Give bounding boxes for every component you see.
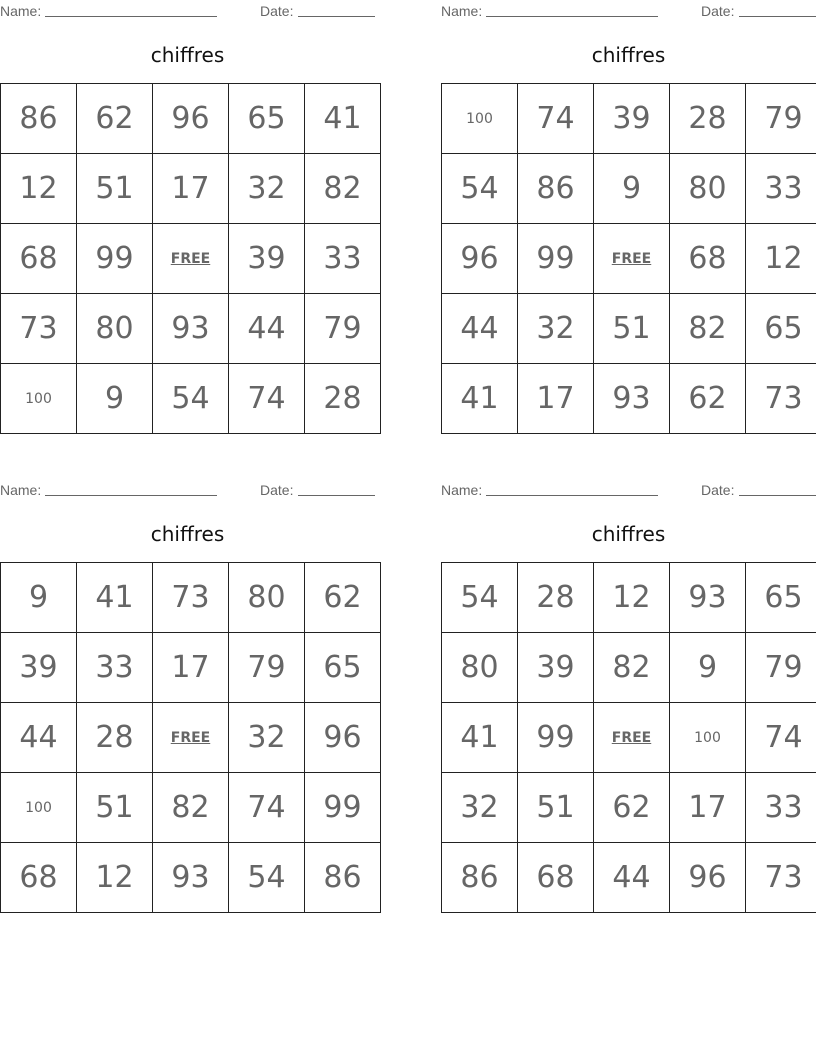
bingo-card bbox=[441, 0, 816, 434]
number-cell: 73 bbox=[746, 843, 816, 913]
number-cell: 41 bbox=[77, 563, 153, 633]
number-cell: 100 bbox=[442, 84, 518, 154]
number-cell: 79 bbox=[746, 84, 816, 154]
bingo-grid bbox=[441, 562, 816, 913]
card-header bbox=[441, 0, 816, 22]
name-label: Name: bbox=[441, 482, 483, 498]
number-cell: 28 bbox=[670, 84, 746, 154]
grid-row bbox=[1, 364, 381, 434]
bingo-grid bbox=[0, 562, 381, 913]
grid-row bbox=[442, 84, 816, 154]
number-cell: 12 bbox=[77, 843, 153, 913]
number-cell: 82 bbox=[153, 773, 229, 843]
grid-row bbox=[442, 294, 816, 364]
number-cell: 68 bbox=[1, 843, 77, 913]
number-cell: 17 bbox=[670, 773, 746, 843]
grid-row bbox=[1, 563, 381, 633]
number-cell: 74 bbox=[518, 84, 594, 154]
grid-row bbox=[442, 224, 816, 294]
grid-row bbox=[1, 294, 381, 364]
grid-row bbox=[1, 773, 381, 843]
number-cell: 17 bbox=[153, 633, 229, 703]
number-cell: 41 bbox=[305, 84, 381, 154]
number-cell: 39 bbox=[1, 633, 77, 703]
date-blank bbox=[298, 495, 375, 496]
number-cell: 82 bbox=[305, 154, 381, 224]
grid-row bbox=[442, 773, 816, 843]
bingo-card bbox=[441, 479, 816, 913]
number-cell: 62 bbox=[594, 773, 670, 843]
number-cell: 96 bbox=[305, 703, 381, 773]
date-label: Date: bbox=[260, 482, 294, 498]
name-blank bbox=[45, 16, 217, 17]
grid-row bbox=[442, 154, 816, 224]
grid-row bbox=[1, 224, 381, 294]
number-cell: 32 bbox=[229, 703, 305, 773]
free-space: FREE bbox=[594, 224, 670, 294]
free-space: FREE bbox=[153, 224, 229, 294]
number-cell: 51 bbox=[594, 294, 670, 364]
number-cell: 86 bbox=[1, 84, 77, 154]
free-space: FREE bbox=[153, 703, 229, 773]
number-cell: 12 bbox=[594, 563, 670, 633]
number-cell: 32 bbox=[442, 773, 518, 843]
number-cell: 9 bbox=[77, 364, 153, 434]
number-cell: 80 bbox=[77, 294, 153, 364]
number-cell: 51 bbox=[77, 773, 153, 843]
number-cell: 17 bbox=[153, 154, 229, 224]
number-cell: 80 bbox=[670, 154, 746, 224]
name-label: Name: bbox=[0, 482, 42, 498]
number-cell: 82 bbox=[594, 633, 670, 703]
number-cell: 68 bbox=[670, 224, 746, 294]
number-cell: 68 bbox=[518, 843, 594, 913]
number-cell: 54 bbox=[442, 154, 518, 224]
grid-row bbox=[1, 703, 381, 773]
number-cell: 79 bbox=[229, 633, 305, 703]
card-title: chiffres bbox=[591, 522, 666, 546]
card-header bbox=[0, 479, 375, 501]
bingo-card bbox=[0, 0, 375, 434]
number-cell: 68 bbox=[1, 224, 77, 294]
number-cell: 74 bbox=[746, 703, 816, 773]
name-blank bbox=[486, 495, 658, 496]
number-cell: 51 bbox=[77, 154, 153, 224]
number-cell: 96 bbox=[442, 224, 518, 294]
name-blank bbox=[486, 16, 658, 17]
number-cell: 65 bbox=[746, 563, 816, 633]
number-cell: 62 bbox=[670, 364, 746, 434]
number-cell: 41 bbox=[442, 364, 518, 434]
number-cell: 44 bbox=[442, 294, 518, 364]
number-cell: 17 bbox=[518, 364, 594, 434]
number-cell: 33 bbox=[746, 773, 816, 843]
number-cell: 28 bbox=[518, 563, 594, 633]
number-cell: 65 bbox=[229, 84, 305, 154]
number-cell: 44 bbox=[594, 843, 670, 913]
number-cell: 99 bbox=[518, 703, 594, 773]
number-cell: 96 bbox=[153, 84, 229, 154]
number-cell: 65 bbox=[746, 294, 816, 364]
number-cell: 44 bbox=[1, 703, 77, 773]
bingo-card bbox=[0, 479, 375, 913]
number-cell: 44 bbox=[229, 294, 305, 364]
grid-row bbox=[1, 633, 381, 703]
number-cell: 9 bbox=[594, 154, 670, 224]
number-cell: 32 bbox=[229, 154, 305, 224]
card-header bbox=[441, 479, 816, 501]
number-cell: 82 bbox=[670, 294, 746, 364]
number-cell: 74 bbox=[229, 364, 305, 434]
card-title: chiffres bbox=[150, 43, 225, 67]
number-cell: 80 bbox=[229, 563, 305, 633]
number-cell: 100 bbox=[1, 773, 77, 843]
grid-row bbox=[442, 563, 816, 633]
date-blank bbox=[739, 495, 816, 496]
number-cell: 33 bbox=[77, 633, 153, 703]
number-cell: 28 bbox=[305, 364, 381, 434]
number-cell: 28 bbox=[77, 703, 153, 773]
number-cell: 79 bbox=[746, 633, 816, 703]
number-cell: 99 bbox=[77, 224, 153, 294]
number-cell: 73 bbox=[1, 294, 77, 364]
number-cell: 73 bbox=[746, 364, 816, 434]
card-header bbox=[0, 0, 375, 22]
number-cell: 86 bbox=[442, 843, 518, 913]
date-label: Date: bbox=[260, 3, 294, 19]
number-cell: 73 bbox=[153, 563, 229, 633]
number-cell: 62 bbox=[305, 563, 381, 633]
number-cell: 86 bbox=[518, 154, 594, 224]
number-cell: 12 bbox=[746, 224, 816, 294]
number-cell: 99 bbox=[518, 224, 594, 294]
number-cell: 41 bbox=[442, 703, 518, 773]
bingo-grid bbox=[0, 83, 381, 434]
date-blank bbox=[739, 16, 816, 17]
number-cell: 93 bbox=[153, 294, 229, 364]
number-cell: 62 bbox=[77, 84, 153, 154]
number-cell: 79 bbox=[305, 294, 381, 364]
number-cell: 39 bbox=[229, 224, 305, 294]
number-cell: 9 bbox=[670, 633, 746, 703]
name-label: Name: bbox=[0, 3, 42, 19]
number-cell: 39 bbox=[594, 84, 670, 154]
card-title: chiffres bbox=[591, 43, 666, 67]
number-cell: 51 bbox=[518, 773, 594, 843]
number-cell: 54 bbox=[153, 364, 229, 434]
number-cell: 80 bbox=[442, 633, 518, 703]
number-cell: 9 bbox=[1, 563, 77, 633]
date-blank bbox=[298, 16, 375, 17]
number-cell: 100 bbox=[670, 703, 746, 773]
number-cell: 74 bbox=[229, 773, 305, 843]
number-cell: 99 bbox=[305, 773, 381, 843]
grid-row bbox=[442, 843, 816, 913]
number-cell: 54 bbox=[442, 563, 518, 633]
number-cell: 100 bbox=[1, 364, 77, 434]
grid-row bbox=[1, 154, 381, 224]
bingo-grid bbox=[441, 83, 816, 434]
grid-row bbox=[442, 364, 816, 434]
number-cell: 96 bbox=[670, 843, 746, 913]
number-cell: 65 bbox=[305, 633, 381, 703]
number-cell: 54 bbox=[229, 843, 305, 913]
grid-row bbox=[442, 703, 816, 773]
number-cell: 93 bbox=[153, 843, 229, 913]
number-cell: 39 bbox=[518, 633, 594, 703]
number-cell: 93 bbox=[594, 364, 670, 434]
card-title: chiffres bbox=[150, 522, 225, 546]
name-blank bbox=[45, 495, 217, 496]
date-label: Date: bbox=[701, 482, 735, 498]
number-cell: 33 bbox=[746, 154, 816, 224]
grid-row bbox=[442, 633, 816, 703]
free-space: FREE bbox=[594, 703, 670, 773]
grid-row bbox=[1, 84, 381, 154]
number-cell: 86 bbox=[305, 843, 381, 913]
grid-row bbox=[1, 843, 381, 913]
number-cell: 12 bbox=[1, 154, 77, 224]
date-label: Date: bbox=[701, 3, 735, 19]
number-cell: 32 bbox=[518, 294, 594, 364]
name-label: Name: bbox=[441, 3, 483, 19]
number-cell: 33 bbox=[305, 224, 381, 294]
number-cell: 93 bbox=[670, 563, 746, 633]
